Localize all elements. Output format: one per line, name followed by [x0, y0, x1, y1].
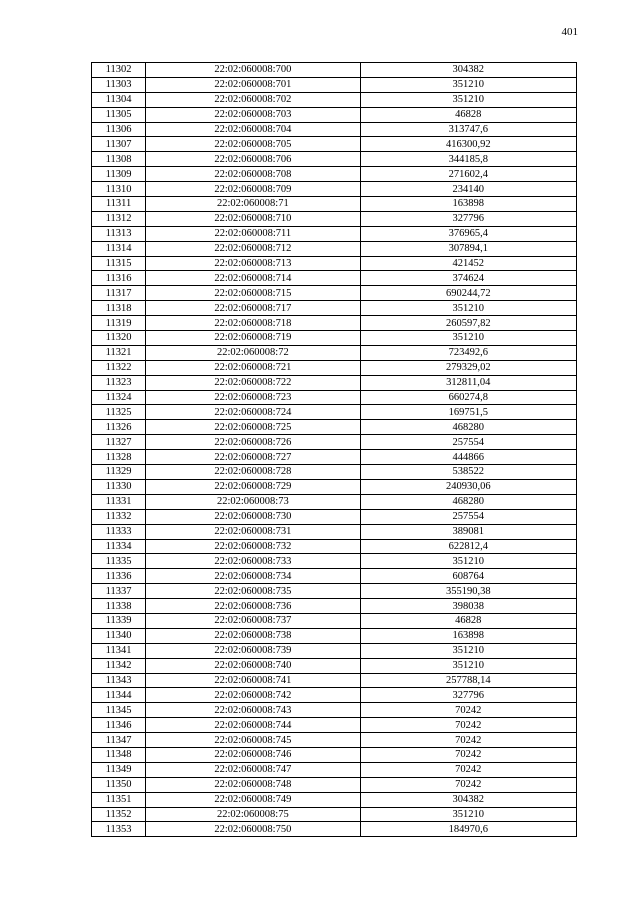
table-row: [92, 599, 577, 614]
row-number-cell: 11347: [92, 733, 146, 748]
table-row: [92, 747, 577, 762]
table-row: [92, 92, 577, 107]
row-number-cell: 11340: [92, 628, 146, 643]
table-row: [92, 286, 577, 301]
table-row: [92, 390, 577, 405]
row-number-cell: 11343: [92, 673, 146, 688]
cadastral-value-cell: 421452: [360, 256, 576, 271]
table-row: [92, 628, 577, 643]
cadastral-value-cell: 70242: [360, 733, 576, 748]
cadastral-number-cell: 22:02:060008:718: [146, 316, 360, 331]
table-row: [92, 137, 577, 152]
cadastral-value-cell: 351210: [360, 554, 576, 569]
row-number-cell: 11326: [92, 420, 146, 435]
table-row: [92, 345, 577, 360]
table-row: [92, 152, 577, 167]
row-number-cell: 11342: [92, 658, 146, 673]
row-number-cell: 11314: [92, 241, 146, 256]
row-number-cell: 11308: [92, 152, 146, 167]
table-row: [92, 375, 577, 390]
table-row: [92, 494, 577, 509]
table-row: [92, 479, 577, 494]
table-row: [92, 360, 577, 375]
row-number-cell: 11319: [92, 316, 146, 331]
cadastral-value-cell: 690244,72: [360, 286, 576, 301]
cadastral-number-cell: 22:02:060008:750: [146, 822, 360, 837]
row-number-cell: 11315: [92, 256, 146, 271]
cadastral-number-cell: 22:02:060008:712: [146, 241, 360, 256]
row-number-cell: 11316: [92, 271, 146, 286]
cadastral-number-cell: 22:02:060008:748: [146, 777, 360, 792]
cadastral-number-cell: 22:02:060008:709: [146, 182, 360, 197]
cadastral-number-cell: 22:02:060008:717: [146, 301, 360, 316]
cadastral-number-cell: 22:02:060008:749: [146, 792, 360, 807]
row-number-cell: 11350: [92, 777, 146, 792]
cadastral-number-cell: 22:02:060008:747: [146, 762, 360, 777]
cadastral-number-cell: 22:02:060008:743: [146, 703, 360, 718]
row-number-cell: 11313: [92, 226, 146, 241]
cadastral-value-cell: 660274,8: [360, 390, 576, 405]
cadastral-number-cell: 22:02:060008:732: [146, 539, 360, 554]
table-row: [92, 762, 577, 777]
table-row: [92, 822, 577, 837]
cadastral-value-cell: 608764: [360, 569, 576, 584]
cadastral-number-cell: 22:02:060008:702: [146, 92, 360, 107]
cadastral-value-cell: 163898: [360, 197, 576, 212]
row-number-cell: 11321: [92, 345, 146, 360]
table-row: [92, 703, 577, 718]
table-row: [92, 777, 577, 792]
row-number-cell: 11303: [92, 77, 146, 92]
row-number-cell: 11322: [92, 360, 146, 375]
cadastral-value-cell: 327796: [360, 211, 576, 226]
cadastral-value-cell: 344185,8: [360, 152, 576, 167]
table-row: [92, 167, 577, 182]
cadastral-value-cell: 257788,14: [360, 673, 576, 688]
row-number-cell: 11345: [92, 703, 146, 718]
cadastral-number-cell: 22:02:060008:736: [146, 599, 360, 614]
cadastral-value-cell: 304382: [360, 792, 576, 807]
cadastral-number-cell: 22:02:060008:746: [146, 747, 360, 762]
row-number-cell: 11311: [92, 197, 146, 212]
cadastral-number-cell: 22:02:060008:704: [146, 122, 360, 137]
cadastral-number-cell: 22:02:060008:740: [146, 658, 360, 673]
table-row: [92, 807, 577, 822]
table-row: [92, 107, 577, 122]
cadastral-number-cell: 22:02:060008:742: [146, 688, 360, 703]
table-row: [92, 122, 577, 137]
cadastral-value-cell: 389081: [360, 524, 576, 539]
cadastral-value-cell: 271602,4: [360, 167, 576, 182]
cadastral-value-cell: 169751,5: [360, 405, 576, 420]
cadastral-value-cell: 240930,06: [360, 479, 576, 494]
table-row: [92, 63, 577, 78]
cadastral-number-cell: 22:02:060008:734: [146, 569, 360, 584]
row-number-cell: 11329: [92, 465, 146, 480]
cadastral-number-cell: 22:02:060008:738: [146, 628, 360, 643]
row-number-cell: 11330: [92, 479, 146, 494]
row-number-cell: 11339: [92, 613, 146, 628]
cadastral-value-cell: 70242: [360, 703, 576, 718]
table-row: [92, 420, 577, 435]
row-number-cell: 11318: [92, 301, 146, 316]
cadastral-number-cell: 22:02:060008:73: [146, 494, 360, 509]
row-number-cell: 11325: [92, 405, 146, 420]
cadastral-number-cell: 22:02:060008:737: [146, 613, 360, 628]
cadastral-value-cell: 351210: [360, 658, 576, 673]
row-number-cell: 11346: [92, 718, 146, 733]
cadastral-value-cell: 46828: [360, 107, 576, 122]
table-row: [92, 658, 577, 673]
cadastral-number-cell: 22:02:060008:728: [146, 465, 360, 480]
cadastral-number-cell: 22:02:060008:725: [146, 420, 360, 435]
table-row: [92, 331, 577, 346]
cadastral-value-cell: 351210: [360, 331, 576, 346]
table-row: [92, 226, 577, 241]
table-row: [92, 197, 577, 212]
row-number-cell: 11348: [92, 747, 146, 762]
table-row: [92, 301, 577, 316]
cadastral-value-cell: 374624: [360, 271, 576, 286]
cadastral-number-cell: 22:02:060008:711: [146, 226, 360, 241]
row-number-cell: 11334: [92, 539, 146, 554]
cadastral-number-cell: 22:02:060008:739: [146, 643, 360, 658]
cadastral-value-cell: 184970,6: [360, 822, 576, 837]
cadastral-number-cell: 22:02:060008:71: [146, 197, 360, 212]
row-number-cell: 11306: [92, 122, 146, 137]
row-number-cell: 11337: [92, 584, 146, 599]
cadastral-value-cell: 260597,82: [360, 316, 576, 331]
cadastral-value-cell: 723492,6: [360, 345, 576, 360]
cadastral-value-table: [91, 62, 577, 837]
row-number-cell: 11312: [92, 211, 146, 226]
cadastral-value-cell: 622812,4: [360, 539, 576, 554]
row-number-cell: 11332: [92, 509, 146, 524]
cadastral-value-cell: 312811,04: [360, 375, 576, 390]
table-row: [92, 688, 577, 703]
table-row: [92, 435, 577, 450]
table-row: [92, 584, 577, 599]
row-number-cell: 11305: [92, 107, 146, 122]
row-number-cell: 11335: [92, 554, 146, 569]
cadastral-number-cell: 22:02:060008:727: [146, 450, 360, 465]
cadastral-value-cell: 327796: [360, 688, 576, 703]
cadastral-number-cell: 22:02:060008:735: [146, 584, 360, 599]
table-row: [92, 450, 577, 465]
cadastral-number-cell: 22:02:060008:713: [146, 256, 360, 271]
table-row: [92, 733, 577, 748]
cadastral-number-cell: 22:02:060008:724: [146, 405, 360, 420]
cadastral-number-cell: 22:02:060008:700: [146, 63, 360, 78]
row-number-cell: 11327: [92, 435, 146, 450]
cadastral-value-cell: 279329,02: [360, 360, 576, 375]
row-number-cell: 11317: [92, 286, 146, 301]
cadastral-value-cell: 257554: [360, 509, 576, 524]
cadastral-value-cell: 398038: [360, 599, 576, 614]
cadastral-value-cell: 234140: [360, 182, 576, 197]
cadastral-number-cell: 22:02:060008:72: [146, 345, 360, 360]
row-number-cell: 11338: [92, 599, 146, 614]
cadastral-value-cell: 416300,92: [360, 137, 576, 152]
cadastral-number-cell: 22:02:060008:722: [146, 375, 360, 390]
table-row: [92, 613, 577, 628]
cadastral-number-cell: 22:02:060008:730: [146, 509, 360, 524]
cadastral-number-cell: 22:02:060008:726: [146, 435, 360, 450]
row-number-cell: 11309: [92, 167, 146, 182]
cadastral-number-cell: 22:02:060008:710: [146, 211, 360, 226]
cadastral-value-cell: 351210: [360, 807, 576, 822]
table-row: [92, 673, 577, 688]
cadastral-value-cell: 351210: [360, 643, 576, 658]
row-number-cell: 11328: [92, 450, 146, 465]
cadastral-number-cell: 22:02:060008:719: [146, 331, 360, 346]
row-number-cell: 11310: [92, 182, 146, 197]
cadastral-value-cell: 376965,4: [360, 226, 576, 241]
cadastral-value-cell: 444866: [360, 450, 576, 465]
row-number-cell: 11302: [92, 63, 146, 78]
table-row: [92, 643, 577, 658]
row-number-cell: 11352: [92, 807, 146, 822]
cadastral-value-cell: 46828: [360, 613, 576, 628]
cadastral-number-cell: 22:02:060008:745: [146, 733, 360, 748]
row-number-cell: 11324: [92, 390, 146, 405]
table-row: [92, 77, 577, 92]
table-row: [92, 182, 577, 197]
row-number-cell: 11341: [92, 643, 146, 658]
table-row: [92, 316, 577, 331]
cadastral-value-cell: 70242: [360, 718, 576, 733]
row-number-cell: 11344: [92, 688, 146, 703]
table-row: [92, 271, 577, 286]
row-number-cell: 11333: [92, 524, 146, 539]
cadastral-value-cell: 307894,1: [360, 241, 576, 256]
cadastral-value-cell: 468280: [360, 494, 576, 509]
page-number: 401: [561, 26, 578, 38]
table-row: [92, 211, 577, 226]
cadastral-number-cell: 22:02:060008:703: [146, 107, 360, 122]
cadastral-value-cell: 70242: [360, 762, 576, 777]
cadastral-number-cell: 22:02:060008:729: [146, 479, 360, 494]
cadastral-number-cell: 22:02:060008:705: [146, 137, 360, 152]
cadastral-value-cell: 304382: [360, 63, 576, 78]
row-number-cell: 11349: [92, 762, 146, 777]
cadastral-value-cell: 351210: [360, 77, 576, 92]
cadastral-value-cell: 163898: [360, 628, 576, 643]
table-row: [92, 539, 577, 554]
cadastral-number-cell: 22:02:060008:741: [146, 673, 360, 688]
cadastral-number-cell: 22:02:060008:744: [146, 718, 360, 733]
table-row: [92, 718, 577, 733]
table-row: [92, 792, 577, 807]
table-row: [92, 509, 577, 524]
row-number-cell: 11353: [92, 822, 146, 837]
row-number-cell: 11323: [92, 375, 146, 390]
cadastral-number-cell: 22:02:060008:75: [146, 807, 360, 822]
row-number-cell: 11331: [92, 494, 146, 509]
table-row: [92, 554, 577, 569]
cadastral-value-cell: 257554: [360, 435, 576, 450]
cadastral-number-cell: 22:02:060008:723: [146, 390, 360, 405]
cadastral-number-cell: 22:02:060008:701: [146, 77, 360, 92]
cadastral-number-cell: 22:02:060008:715: [146, 286, 360, 301]
table-body: [92, 63, 577, 837]
cadastral-value-cell: 351210: [360, 301, 576, 316]
cadastral-number-cell: 22:02:060008:706: [146, 152, 360, 167]
cadastral-value-cell: 70242: [360, 747, 576, 762]
table-row: [92, 405, 577, 420]
cadastral-number-cell: 22:02:060008:721: [146, 360, 360, 375]
table-row: [92, 524, 577, 539]
table-row: [92, 465, 577, 480]
cadastral-number-cell: 22:02:060008:731: [146, 524, 360, 539]
table-row: [92, 569, 577, 584]
cadastral-value-cell: 355190,38: [360, 584, 576, 599]
cadastral-value-cell: 313747,6: [360, 122, 576, 137]
table-row: [92, 256, 577, 271]
row-number-cell: 11336: [92, 569, 146, 584]
cadastral-number-cell: 22:02:060008:714: [146, 271, 360, 286]
cadastral-number-cell: 22:02:060008:733: [146, 554, 360, 569]
cadastral-value-cell: 351210: [360, 92, 576, 107]
cadastral-value-cell: 538522: [360, 465, 576, 480]
cadastral-value-cell: 468280: [360, 420, 576, 435]
row-number-cell: 11304: [92, 92, 146, 107]
row-number-cell: 11307: [92, 137, 146, 152]
table-row: [92, 241, 577, 256]
row-number-cell: 11320: [92, 331, 146, 346]
cadastral-number-cell: 22:02:060008:708: [146, 167, 360, 182]
cadastral-value-cell: 70242: [360, 777, 576, 792]
row-number-cell: 11351: [92, 792, 146, 807]
